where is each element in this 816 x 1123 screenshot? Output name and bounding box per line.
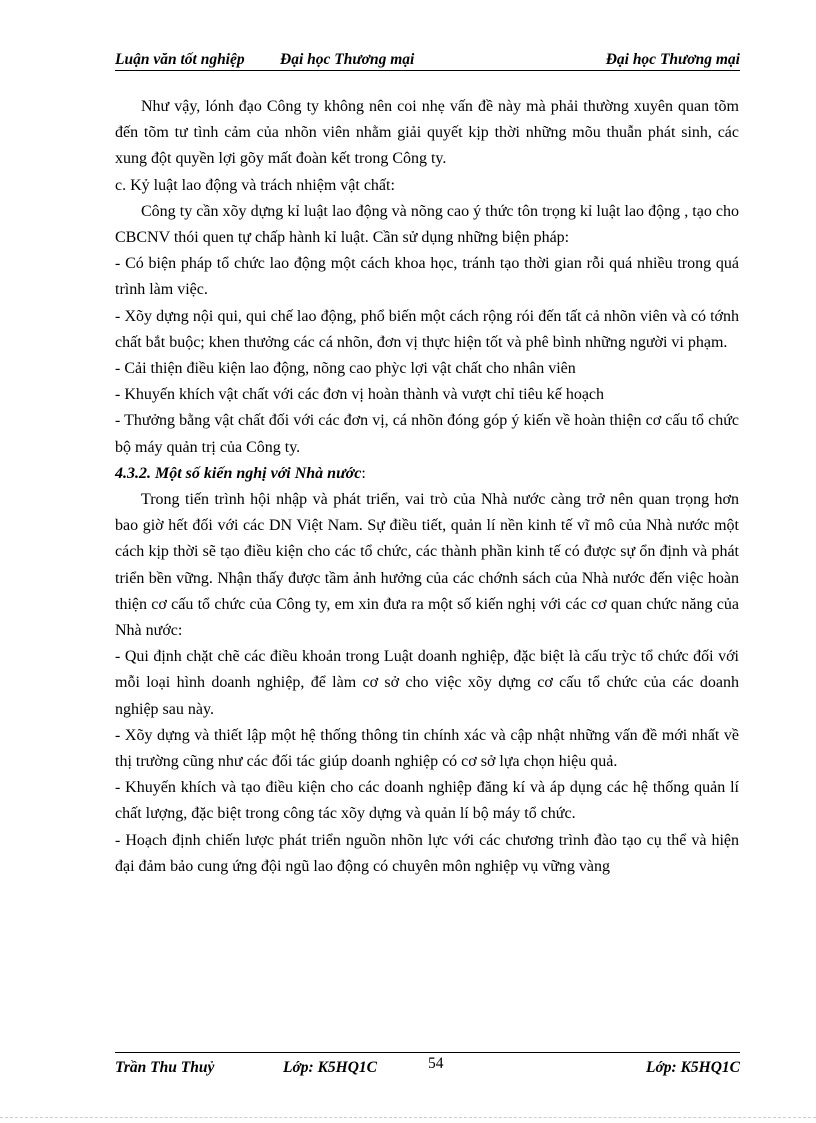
bullet-item: - Qui định chặt chẽ các điều khoản trong Luật doanh nghiệp, đặc biệt là cấu trỳc tổ chức đối với mỗi loại hình doanh nghiệp, để làm cơ sở cho việc xõy dựng cơ cấu tổ chức của các doanh nghiệp sau này. [115, 648, 739, 718]
paragraph: Trong tiến trình hội nhập và phát triển, vai trò của Nhà nước càng trở nên quan trọng hơn bao giờ hết đối với các DN Việt Nam. Sự điều tiết, quản lí nền kinh tế vĩ mô của Nhà nước một cách kịp thời sẽ tạo điều kiện cho các tổ chức, các thành phần kinh tế có được sự ổn định và phát triển bền vững. Nhận thấy được tầm ảnh hưởng của các chớnh sách của Nhà nước đến việc hoàn thiện cơ cấu tổ chức của Công ty, em xin đưa ra một số kiến nghị với các cơ quan chức năng của Nhà nước: [115, 491, 739, 640]
document-body [115, 94, 739, 880]
footer-class-left: Lớp: K5HQ1C [283, 1059, 377, 1076]
paragraph: Như vậy, lónh đạo Công ty không nên coi nhẹ vấn đề này mà phải thường xuyên quan tõm đến tõm tư tình cảm của nhõn viên nhằm giải quyết kịp thời những mõu thuẫn phát sinh, các xung đột quyền lợi gõy mất đoàn kết trong Công ty. [115, 98, 739, 168]
footer-class-right: Lớp: K5HQ1C [646, 1059, 740, 1076]
footer-author: Trần Thu Thuỷ [115, 1059, 215, 1076]
section-heading-text: 4.3.2. Một số kiến nghị với Nhà nước [115, 464, 362, 482]
section-heading-colon: : [361, 464, 366, 482]
header-university-right: Đại học Thương mại [605, 51, 740, 68]
header-university-label: Đại học Thương mại [280, 51, 415, 68]
page-number: 54 [428, 1055, 444, 1072]
bullet-item: - Hoạch định chiến lược phát triển nguồn nhõn lực với các chương trình đào tạo cụ thể và hiện đại đảm bảo cung ứng đội ngũ lao động có chuyên môn nghiệp vụ vững vàng [115, 831, 739, 875]
page-header [115, 50, 740, 71]
page-footer [115, 1052, 740, 1075]
bullet-item: - Xõy dựng nội qui, qui chế lao động, phổ biến một cách rộng rói đến tất cả nhõn viên và có tớnh chất bắt buộc; khen thưởng các cá nhõn, đơn vị thực hiện tốt và phê bình những người vi phạm. [115, 307, 739, 351]
bullet-item: - Thưởng bằng vật chất đối với các đơn vị, cá nhõn đóng góp ý kiến về hoàn thiện cơ cấu tổ chức bộ máy quản trị của Công ty. [115, 412, 739, 456]
subsection-title: c. Kỷ luật lao động và trách nhiệm vật chất: [115, 176, 395, 194]
bullet-item: - Khuyến khích vật chất với các đơn vị hoàn thành và vượt chỉ tiêu kế hoạch [115, 386, 605, 404]
bullet-item: - Xõy dựng và thiết lập một hệ thống thông tin chính xác và cập nhật những vấn đề mới nhất về thị trường cũng như các đối tác giúp doanh nghiệp có cơ sở lựa chọn hiệu quả. [115, 726, 739, 771]
paragraph: Công ty cần xõy dựng kỉ luật lao động và nõng cao ý thức tôn trọng kỉ luật lao động , tạo cho CBCNV thói quen tự chấp hành kỉ luật. Cần sử dụng những biện pháp: [115, 202, 739, 247]
header-thesis-label: Luận văn tốt nghiệp [115, 51, 245, 68]
bullet-item: - Cải thiện điều kiện lao động, nõng cao phỳc lợi vật chất cho nhân viên [115, 360, 576, 378]
bullet-item: - Có biện pháp tổ chức lao động một cách khoa học, tránh tạo thời gian rỗi quá nhiều trong quá trình làm việc. [115, 255, 739, 299]
section-heading [115, 461, 739, 487]
bullet-item: - Khuyến khích và tạo điều kiện cho các doanh nghiệp đăng kí và áp dụng các hệ thống quản lí chất lượng, đặc biệt trong công tác xõy dựng và quản lí bộ máy tổ chức. [115, 779, 739, 823]
page-boundary-line [0, 1117, 816, 1118]
